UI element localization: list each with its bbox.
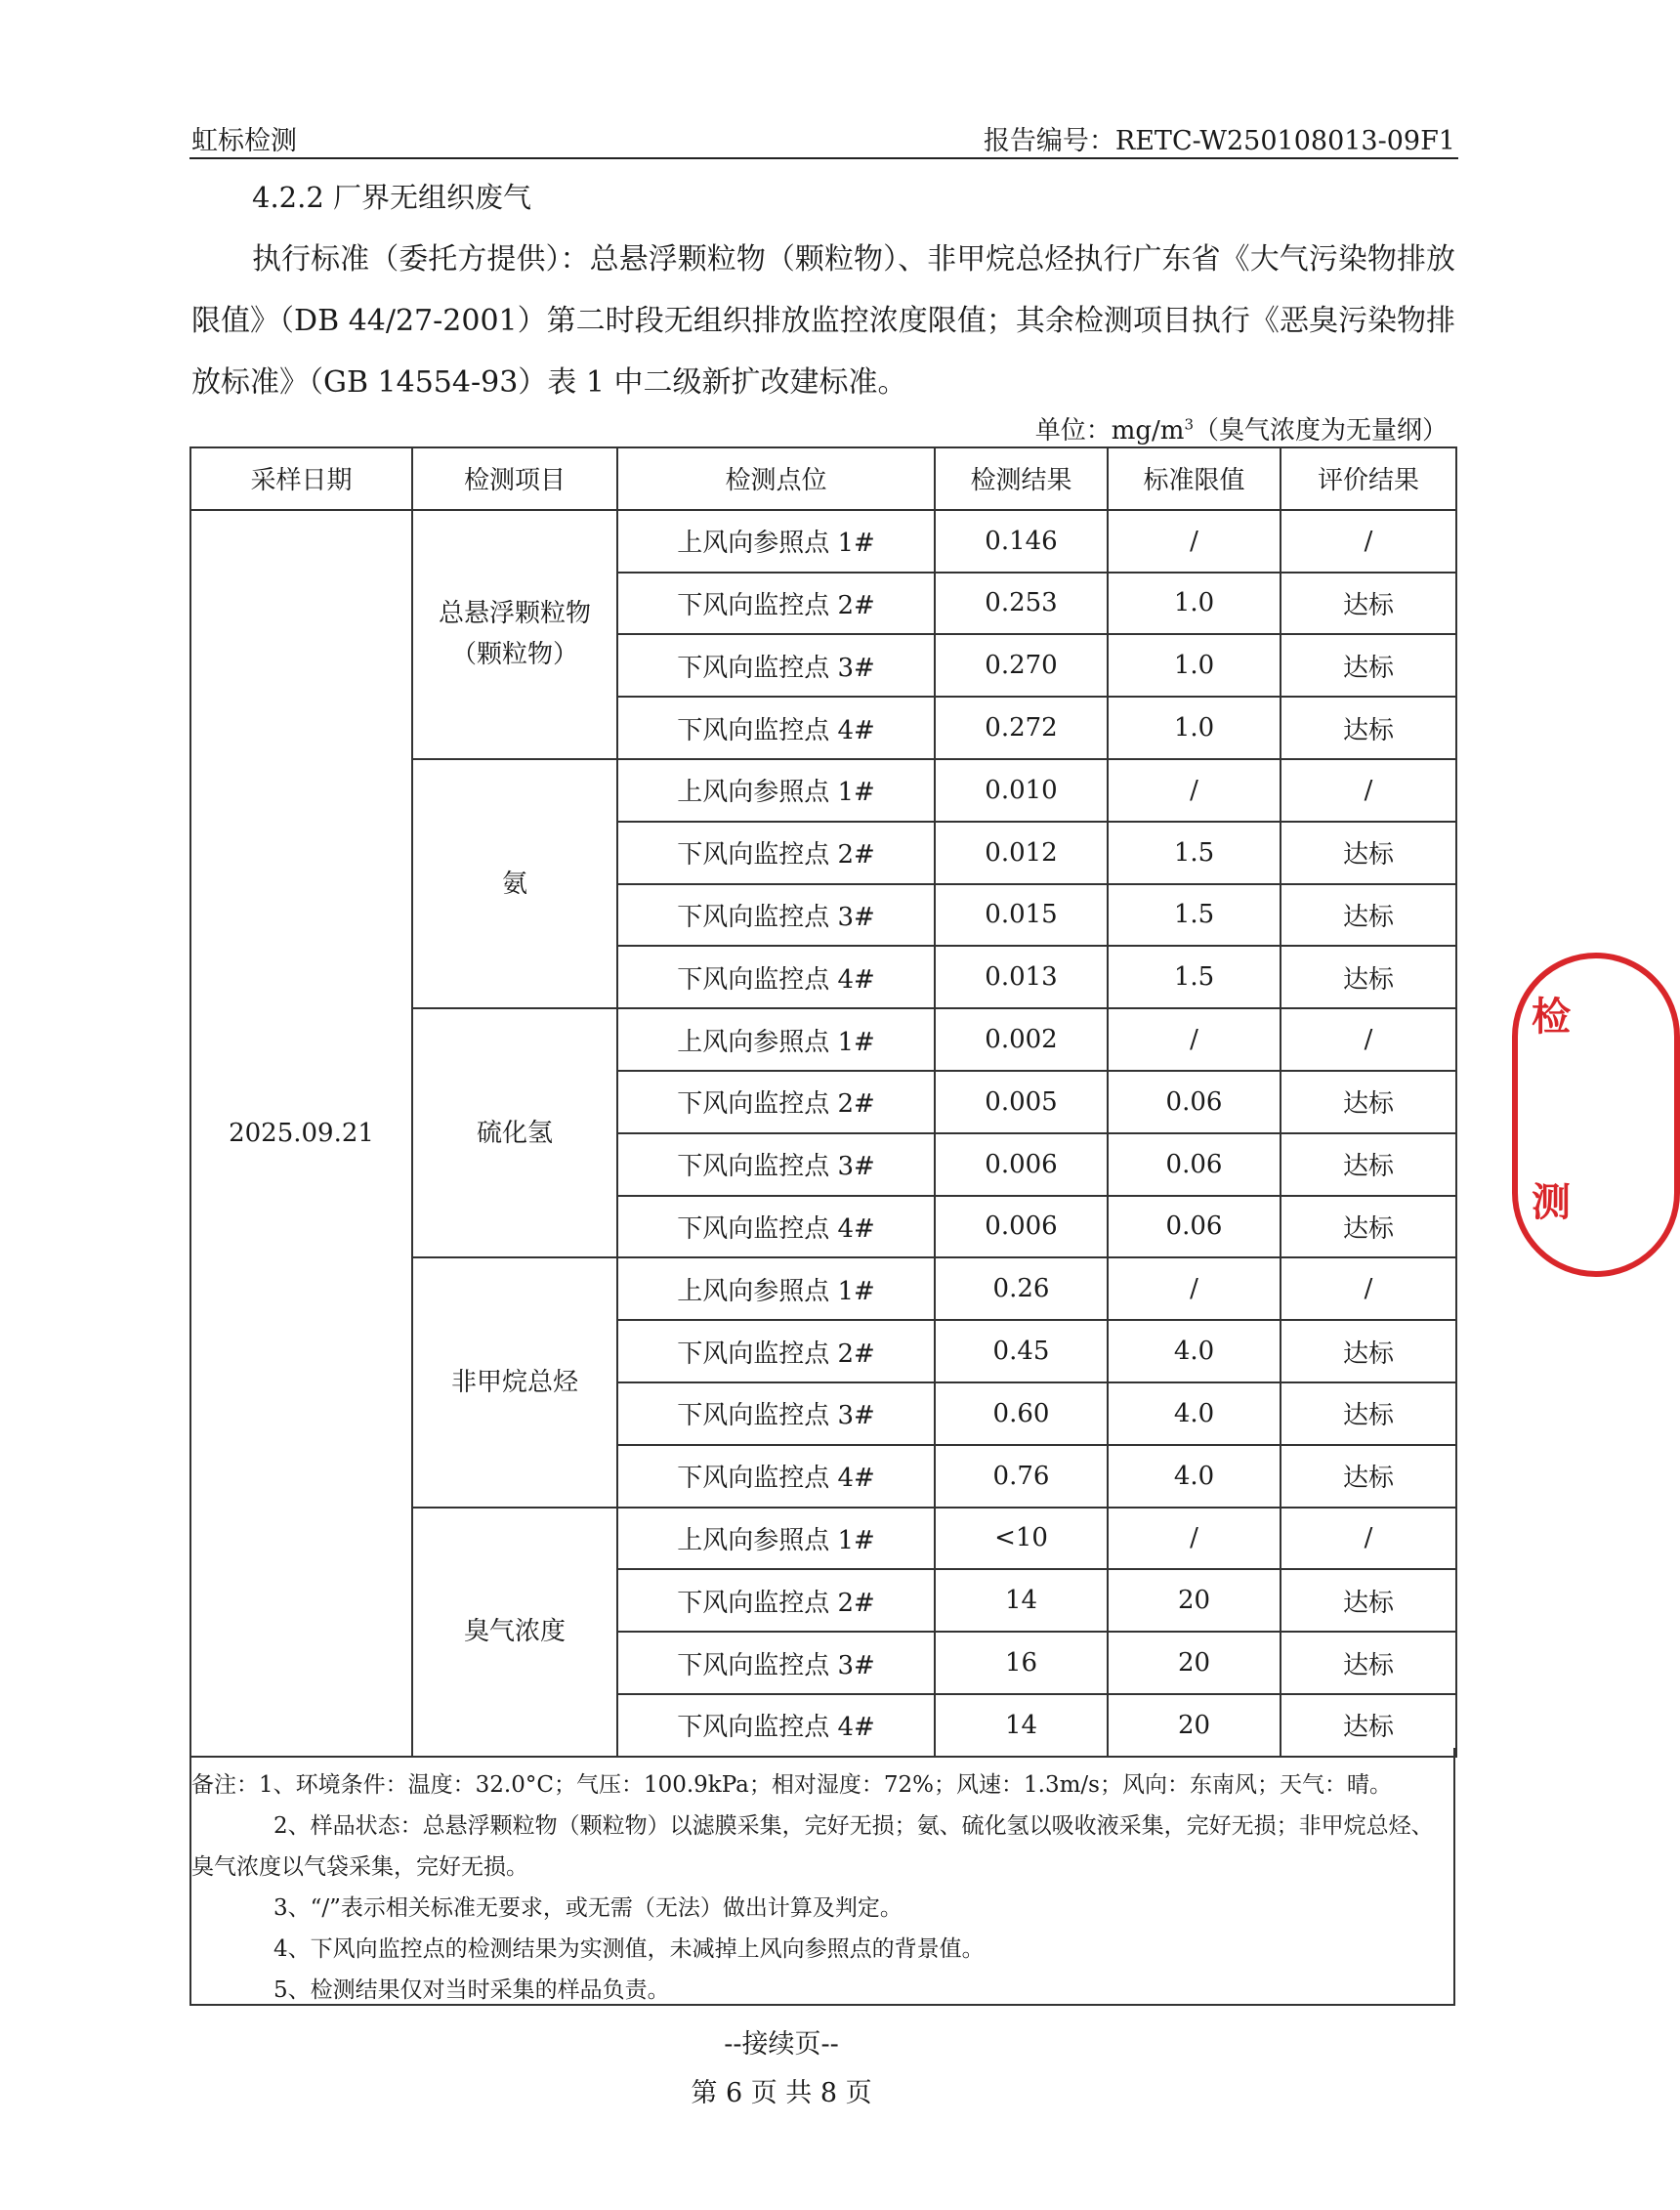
result-cell: 0.45 <box>935 1320 1108 1382</box>
header-company: 虹标检测 <box>191 126 297 156</box>
point-cell: 下风向监控点 4# <box>617 697 935 759</box>
result-cell: <10 <box>935 1508 1108 1570</box>
limit-cell: 1.0 <box>1108 634 1281 697</box>
evaluation-cell: 达标 <box>1281 884 1456 947</box>
evaluation-cell: 达标 <box>1281 822 1456 884</box>
point-cell: 下风向监控点 3# <box>617 634 935 697</box>
header-report-number: 报告编号：RETC-W250108013-09F1 <box>983 126 1455 156</box>
unit-suffix: （臭气浓度为无量纲） <box>1193 416 1448 446</box>
limit-cell: 0.06 <box>1108 1133 1281 1196</box>
point-cell: 上风向参照点 1# <box>617 510 935 573</box>
result-cell: 0.010 <box>935 759 1108 822</box>
point-cell: 上风向参照点 1# <box>617 1257 935 1320</box>
evaluation-cell: / <box>1281 1257 1456 1320</box>
limit-cell: / <box>1108 1257 1281 1320</box>
point-cell: 上风向参照点 1# <box>617 759 935 822</box>
test-item-cell: 氨 <box>412 759 617 1008</box>
result-cell: 0.015 <box>935 884 1108 947</box>
limit-cell: 4.0 <box>1108 1320 1281 1382</box>
column-header: 检测结果 <box>935 447 1108 510</box>
evaluation-cell: 达标 <box>1281 634 1456 697</box>
result-cell: 0.146 <box>935 510 1108 573</box>
stamp-char-1: 检 <box>1532 994 1571 1040</box>
limit-cell: 0.06 <box>1108 1196 1281 1258</box>
table-row <box>190 510 1456 573</box>
result-cell: 0.006 <box>935 1196 1108 1258</box>
result-cell: 0.60 <box>935 1382 1108 1445</box>
evaluation-cell: 达标 <box>1281 1694 1456 1757</box>
point-cell: 下风向监控点 2# <box>617 1320 935 1382</box>
unit-label <box>1035 410 1448 446</box>
stamp-char-2: 测 <box>1532 1179 1571 1225</box>
evaluation-cell: 达标 <box>1281 1382 1456 1445</box>
result-cell: 16 <box>935 1632 1108 1694</box>
limit-cell: / <box>1108 1008 1281 1071</box>
unit-sup: 3 <box>1184 415 1194 434</box>
standard-paragraph: 执行标准（委托方提供）：总悬浮颗粒物（颗粒物）、非甲烷总烃执行广东省《大气污染物排放限值》（DB 44/27-2001）第二时段无组织排放监控浓度限值；其余检测项目执行《恶臭污染物排放标准》（GB 14554-93）表 1 中二级新扩改建标准。 <box>191 242 1455 400</box>
point-cell: 上风向参照点 1# <box>617 1508 935 1570</box>
point-cell: 下风向监控点 2# <box>617 1569 935 1632</box>
sampling-date-cell: 2025.09.21 <box>190 510 412 1757</box>
limit-cell: 4.0 <box>1108 1445 1281 1508</box>
evaluation-cell: 达标 <box>1281 1071 1456 1133</box>
limit-cell: / <box>1108 1508 1281 1570</box>
section-title: 4.2.2 厂界无组织废气 <box>252 181 532 214</box>
evaluation-cell: 达标 <box>1281 1569 1456 1632</box>
red-seal-stamp <box>1512 953 1680 1277</box>
header-divider <box>189 157 1458 159</box>
results-table <box>189 446 1457 1758</box>
limit-cell: 1.5 <box>1108 946 1281 1008</box>
result-cell: 0.013 <box>935 946 1108 1008</box>
point-cell: 上风向参照点 1# <box>617 1008 935 1071</box>
point-cell: 下风向监控点 4# <box>617 946 935 1008</box>
evaluation-cell: 达标 <box>1281 946 1456 1008</box>
result-cell: 0.272 <box>935 697 1108 759</box>
point-cell: 下风向监控点 2# <box>617 822 935 884</box>
limit-cell: 1.0 <box>1108 573 1281 635</box>
result-cell: 14 <box>935 1569 1108 1632</box>
test-item-cell: 臭气浓度 <box>412 1508 617 1757</box>
result-cell: 0.253 <box>935 573 1108 635</box>
column-header: 采样日期 <box>190 447 412 510</box>
note-1: 备注：1、环境条件：温度：32.0°C；气压：100.9kPa；相对湿度：72%；风速：1.3m/s；风向：东南风；天气：晴。 <box>191 1772 1392 1798</box>
result-cell: 0.26 <box>935 1257 1108 1320</box>
evaluation-cell: 达标 <box>1281 1133 1456 1196</box>
result-cell: 0.006 <box>935 1133 1108 1196</box>
result-cell: 14 <box>935 1694 1108 1757</box>
point-cell: 下风向监控点 4# <box>617 1196 935 1258</box>
evaluation-cell: 达标 <box>1281 1320 1456 1382</box>
column-header: 标准限值 <box>1108 447 1281 510</box>
page-number: 第 6 页 共 8 页 <box>691 2078 872 2108</box>
table-body <box>190 510 1456 1757</box>
limit-cell: 20 <box>1108 1569 1281 1632</box>
test-item-cell: 非甲烷总烃 <box>412 1257 617 1507</box>
evaluation-cell: / <box>1281 759 1456 822</box>
point-cell: 下风向监控点 3# <box>617 1133 935 1196</box>
limit-cell: 1.0 <box>1108 697 1281 759</box>
limit-cell: / <box>1108 759 1281 822</box>
result-cell: 0.270 <box>935 634 1108 697</box>
point-cell: 下风向监控点 3# <box>617 884 935 947</box>
evaluation-cell: 达标 <box>1281 1196 1456 1258</box>
evaluation-cell: 达标 <box>1281 1632 1456 1694</box>
unit-prefix: 单位：mg/m <box>1034 416 1185 446</box>
result-cell: 0.005 <box>935 1071 1108 1133</box>
evaluation-cell: 达标 <box>1281 573 1456 635</box>
limit-cell: 20 <box>1108 1694 1281 1757</box>
column-header: 评价结果 <box>1281 447 1456 510</box>
note-4: 4、下风向监控点的检测结果为实测值，未减掉上风向参照点的背景值。 <box>273 1936 985 1962</box>
limit-cell: 1.5 <box>1108 884 1281 947</box>
result-cell: 0.76 <box>935 1445 1108 1508</box>
evaluation-cell: 达标 <box>1281 697 1456 759</box>
continued-marker: --接续页-- <box>724 2029 839 2060</box>
test-item-cell: 硫化氢 <box>412 1008 617 1257</box>
limit-cell: 0.06 <box>1108 1071 1281 1133</box>
limit-cell: 4.0 <box>1108 1382 1281 1445</box>
limit-cell: / <box>1108 510 1281 573</box>
evaluation-cell: / <box>1281 1008 1456 1071</box>
point-cell: 下风向监控点 2# <box>617 573 935 635</box>
evaluation-cell: / <box>1281 510 1456 573</box>
note-3: 3、“/”表示相关标准无要求，或无需（无法）做出计算及判定。 <box>273 1895 903 1921</box>
column-header: 检测项目 <box>412 447 617 510</box>
column-header: 检测点位 <box>617 447 935 510</box>
evaluation-cell: / <box>1281 1508 1456 1570</box>
limit-cell: 1.5 <box>1108 822 1281 884</box>
point-cell: 下风向监控点 2# <box>617 1071 935 1133</box>
test-item-cell: 总悬浮颗粒物 （颗粒物） <box>412 510 617 759</box>
table-header-row <box>190 447 1456 510</box>
point-cell: 下风向监控点 4# <box>617 1445 935 1508</box>
note-2: 2、样品状态：总悬浮颗粒物（颗粒物）以滤膜采集，完好无损；氨、硫化氢以吸收液采集，完好无损；非甲烷总烃、臭气浓度以气袋采集，完好无损。 <box>191 1813 1434 1880</box>
point-cell: 下风向监控点 3# <box>617 1382 935 1445</box>
point-cell: 下风向监控点 4# <box>617 1694 935 1757</box>
point-cell: 下风向监控点 3# <box>617 1632 935 1694</box>
notes <box>191 1764 1442 2011</box>
result-cell: 0.012 <box>935 822 1108 884</box>
result-cell: 0.002 <box>935 1008 1108 1071</box>
limit-cell: 20 <box>1108 1632 1281 1694</box>
note-5: 5、检测结果仅对当时采集的样品负责。 <box>273 1977 670 2003</box>
evaluation-cell: 达标 <box>1281 1445 1456 1508</box>
